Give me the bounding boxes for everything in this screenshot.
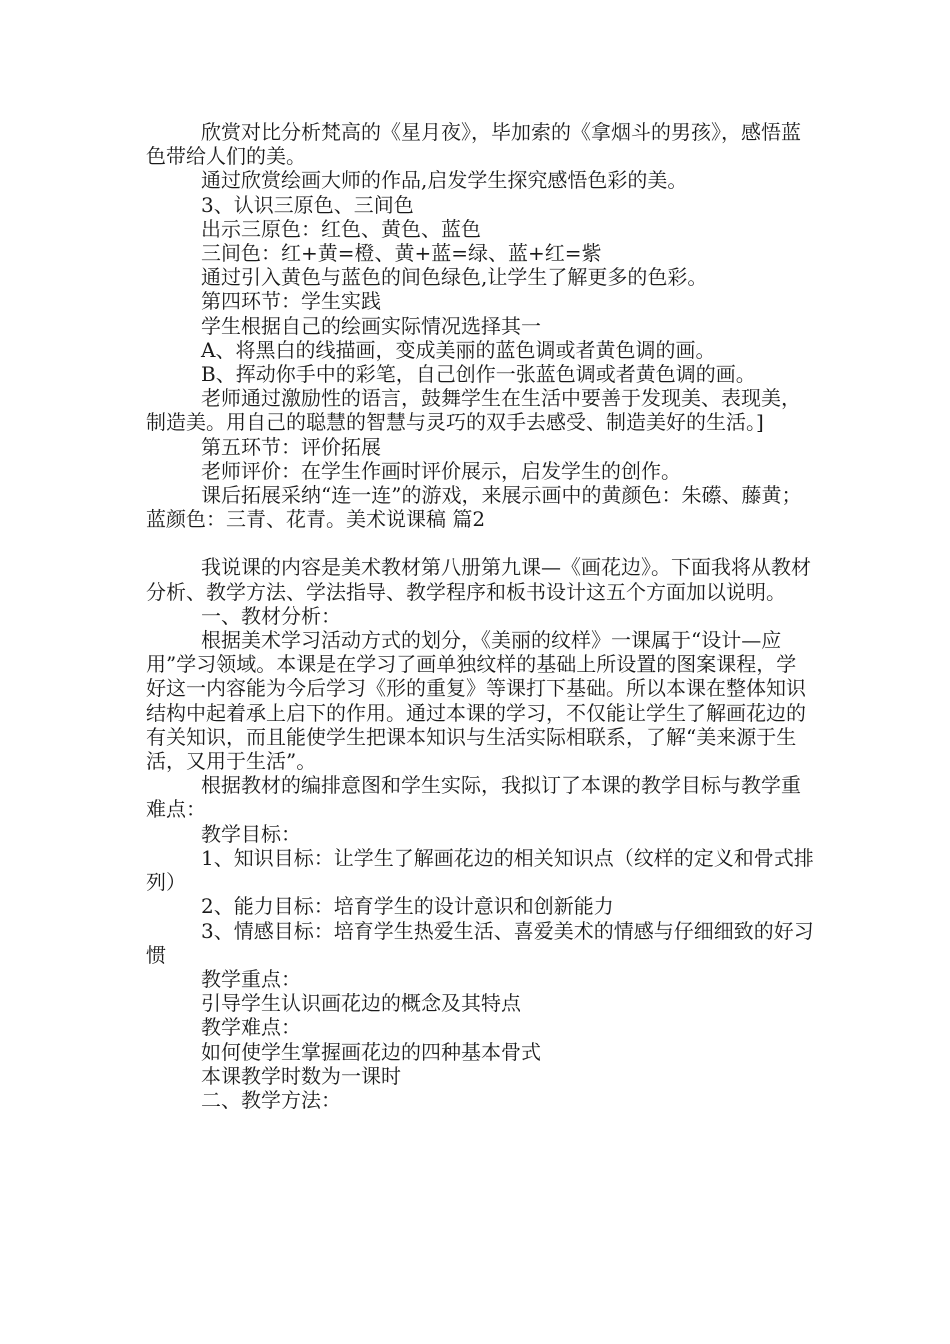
paragraph: 三间色：红+黄=橙、黄+蓝=绿、蓝+红=紫 bbox=[201, 241, 602, 266]
paragraph: 学生根据自己的绘画实际情况选择其一 bbox=[201, 313, 541, 338]
paragraph: 根据美术学习活动方式的划分，《美丽的纹样》一课属于“设计—应用”学习领域。本课是在学习了画单独纹样的基础上所设置的图案课程，学好这一内容能为今后学习《形的重复》等课打下基础。所以本课在整体知识结构中起着承上启下的作用。通过本课的学习，不仅能让学生了解画花边的有关知识，而且能使学生把课本知识与生活实际相联系，了解“美来源于生活，又用于生活”。 bbox=[146, 628, 806, 774]
paragraph: 欣赏对比分析梵高的《星月夜》，毕加索的《拿烟斗的男孩》，感悟蓝色带给人们的美。 bbox=[146, 120, 801, 169]
paragraph: 本课教学时数为一课时 bbox=[201, 1063, 401, 1088]
paragraph: B、挥动你手中的彩笔，自己创作一张蓝色调或者黄色调的画。 bbox=[201, 362, 756, 387]
section-heading: 一、教材分析： bbox=[201, 603, 341, 628]
paragraph: 通过引入黄色与蓝色的间色绿色,让学生了解更多的色彩。 bbox=[201, 265, 708, 290]
paragraph: 2、能力目标：培育学生的设计意识和创新能力 bbox=[201, 894, 614, 919]
paragraph: 老师通过激励性的语言，鼓舞学生在生活中要善于发现美、表现美，制造美。用自己的聪慧的智慧与灵巧的双手去感受、制造美好的生活。] bbox=[146, 386, 801, 435]
paragraph: 通过欣赏绘画大师的作品,启发学生探究感悟色彩的美。 bbox=[201, 168, 688, 193]
paragraph: 出示三原色：红色、黄色、蓝色 bbox=[201, 216, 481, 241]
paragraph: A、将黑白的线描画，变成美丽的蓝色调或者黄色调的画。 bbox=[201, 337, 716, 362]
paragraph: 3、认识三原色、三间色 bbox=[201, 192, 414, 217]
blank-line bbox=[146, 531, 814, 555]
paragraph: 1、知识目标：让学生了解画花边的相关知识点（纹样的定义和骨式排列） bbox=[146, 845, 814, 895]
section-heading: 二、教学方法： bbox=[201, 1087, 341, 1112]
subheading: 教学目标： bbox=[201, 821, 301, 846]
paragraph: 我说课的内容是美术教材第八册第九课—《画花边》。下面我将从教材分析、教学方法、学法指导、教学程序和板书设计这五个方面加以说明。 bbox=[146, 555, 811, 604]
document-body bbox=[146, 120, 814, 1112]
subheading: 教学重点： bbox=[201, 966, 301, 991]
paragraph: 3、情感目标：培育学生热爱生活、喜爱美术的情感与仔细细致的好习惯 bbox=[146, 918, 814, 967]
paragraph: 老师评价：在学生作画时评价展示，启发学生的创作。 bbox=[201, 458, 681, 483]
paragraph: 引导学生认识画花边的概念及其特点 bbox=[201, 991, 521, 1016]
subheading: 教学难点： bbox=[201, 1015, 301, 1040]
section-heading: 第四环节：学生实践 bbox=[201, 289, 381, 314]
paragraph: 课后拓展采纳“连一连”的游戏，来展示画中的黄颜色：朱礤、藤黄；蓝颜色：三青、花青。美术说课稿 篇2 bbox=[146, 483, 802, 532]
section-heading: 第五环节：评价拓展 bbox=[201, 434, 381, 459]
paragraph: 根据教材的编排意图和学生实际，我拟订了本课的教学目标与教学重难点： bbox=[146, 773, 801, 822]
paragraph: 如何使学生掌握画花边的四种基本骨式 bbox=[201, 1039, 541, 1064]
